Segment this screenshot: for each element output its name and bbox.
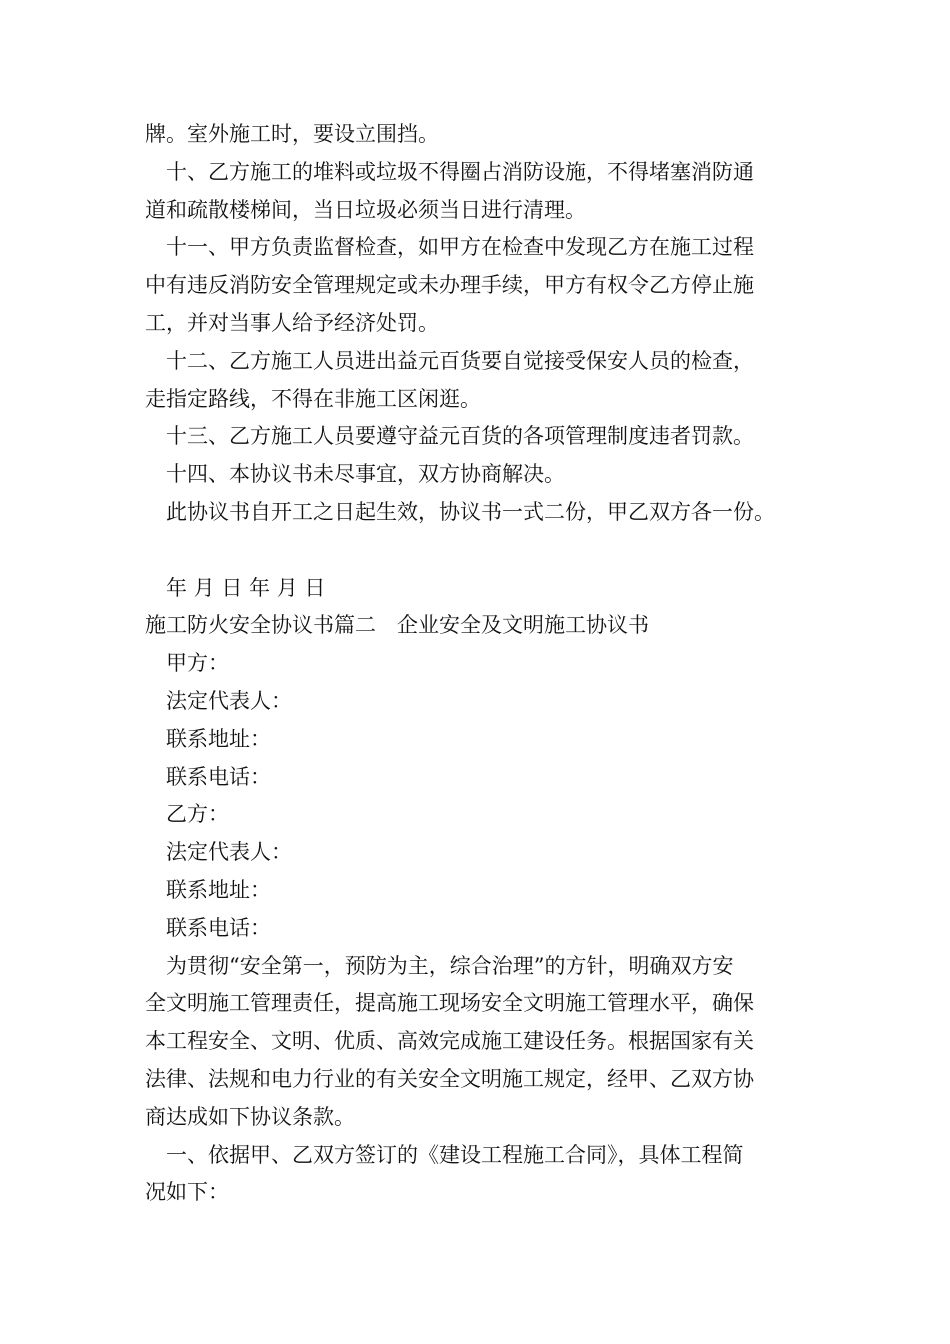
blank-line: [145, 532, 810, 570]
clause-10-line-1: 十、乙方施工的堆料或垃圾不得圈占消防设施，不得堵塞消防通: [145, 159, 754, 184]
clause-14-line: 十四、本协议书未尽事宜，双方协商解决。: [145, 462, 565, 487]
preamble-line-3: 本工程安全、文明、优质、高效完成施工建设任务。根据国家有关: [145, 1029, 754, 1054]
party-b-address: 联系地址：: [145, 877, 271, 902]
party-a-phone: 联系电话：: [145, 764, 271, 789]
clause-11-line-3: 工，并对当事人给予经济处罚。: [145, 310, 439, 335]
text-line: 牌。室外施工时，要设立围挡。: [145, 122, 439, 146]
party-a-address: 联系地址：: [145, 726, 271, 751]
document-body: [145, 116, 810, 1212]
clause-1-line-2: 况如下：: [145, 1180, 229, 1205]
clause-11-line-1: 十一、甲方负责监督检查，如甲方在检查中发现乙方在施工过程: [145, 235, 754, 260]
preamble-line-4: 法律、法规和电力行业的有关安全文明施工规定，经甲、乙双方协: [145, 1066, 754, 1091]
party-b-phone: 联系电话：: [145, 915, 271, 940]
clause-12-line-1: 十二、乙方施工人员进出益元百货要自觉接受保安人员的检查，: [145, 348, 754, 373]
preamble-line-1: 为贯彻“安全第一，预防为主，综合治理”的方针，明确双方安: [145, 953, 734, 978]
clause-11-line-2: 中有违反消防安全管理规定或未办理手续，甲方有权令乙方停止施: [145, 273, 754, 298]
section-title: 施工防火安全协议书篇二 企业安全及文明施工协议书: [145, 613, 649, 638]
party-b-label: 乙方：: [145, 802, 229, 827]
preamble-line-5: 商达成如下协议条款。: [145, 1104, 355, 1129]
preamble-line-2: 全文明施工管理责任，提高施工现场安全文明施工管理水平，确保: [145, 991, 754, 1016]
clause-10-line-2: 道和疏散楼梯间，当日垃圾必须当日进行清理。: [145, 197, 586, 222]
party-a-representative: 法定代表人：: [145, 688, 292, 713]
date-line: 年 月 日 年 月 日: [145, 575, 326, 600]
clause-1-line-1: 一、依据甲、乙双方签订的《建设工程施工合同》，具体工程简: [145, 1142, 744, 1167]
party-a-label: 甲方：: [145, 651, 229, 676]
party-b-representative: 法定代表人：: [145, 840, 292, 865]
clause-13-line: 十三、乙方施工人员要遵守益元百货的各项管理制度违者罚款。: [145, 424, 754, 449]
clause-12-line-2: 走指定路线，不得在非施工区闲逛。: [145, 386, 481, 411]
effective-clause-line: 此协议书自开工之日起生效，协议书一式二份，甲乙双方各一份。: [145, 499, 775, 524]
